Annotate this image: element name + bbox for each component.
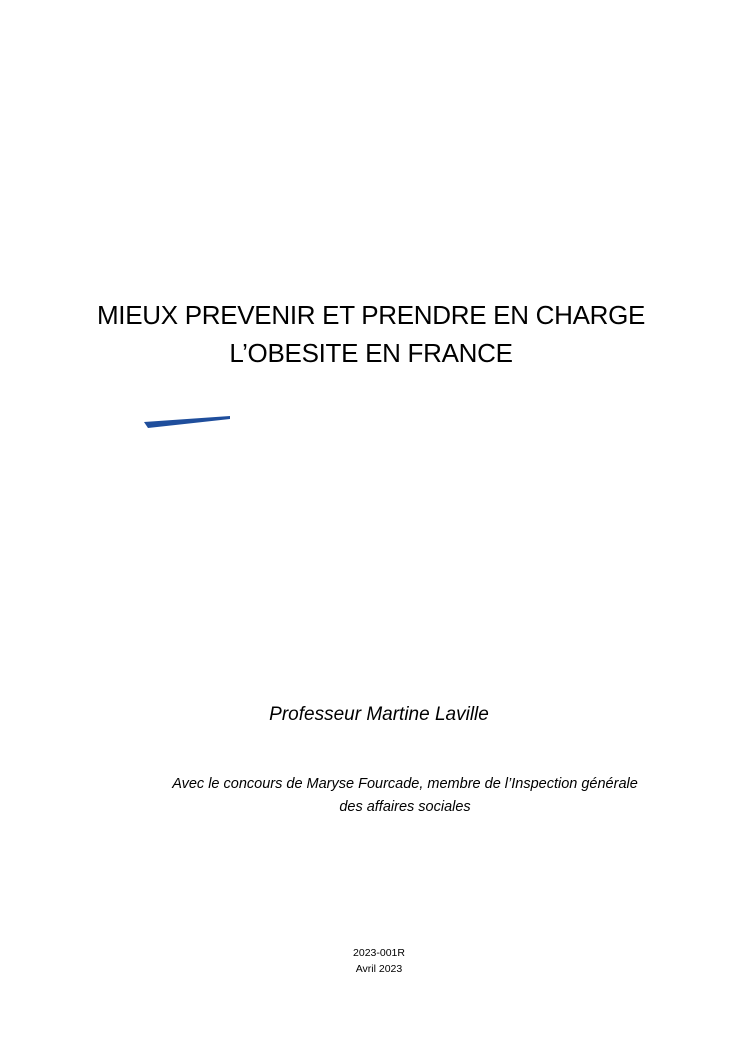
contribution-note xyxy=(140,773,670,819)
report-title xyxy=(0,296,742,372)
contribution-line-1: Avec le concours de Maryse Fourcade, membre de l’Inspection générale xyxy=(172,776,638,792)
author-name: Professeur Martine Laville xyxy=(269,704,489,725)
report-reference: 2023-001R xyxy=(353,947,405,959)
report-title-line-1: MIEUX PREVENIR ET PRENDRE EN CHARGE xyxy=(96,300,646,330)
contribution-line-2: des affaires sociales xyxy=(339,799,471,815)
blue-accent-stroke xyxy=(144,414,232,430)
report-date: Avril 2023 xyxy=(355,963,403,975)
report-title-line-2: L’OBESITE EN FRANCE xyxy=(229,338,513,368)
accent-stroke-shape xyxy=(144,416,230,428)
report-footer xyxy=(0,945,742,977)
